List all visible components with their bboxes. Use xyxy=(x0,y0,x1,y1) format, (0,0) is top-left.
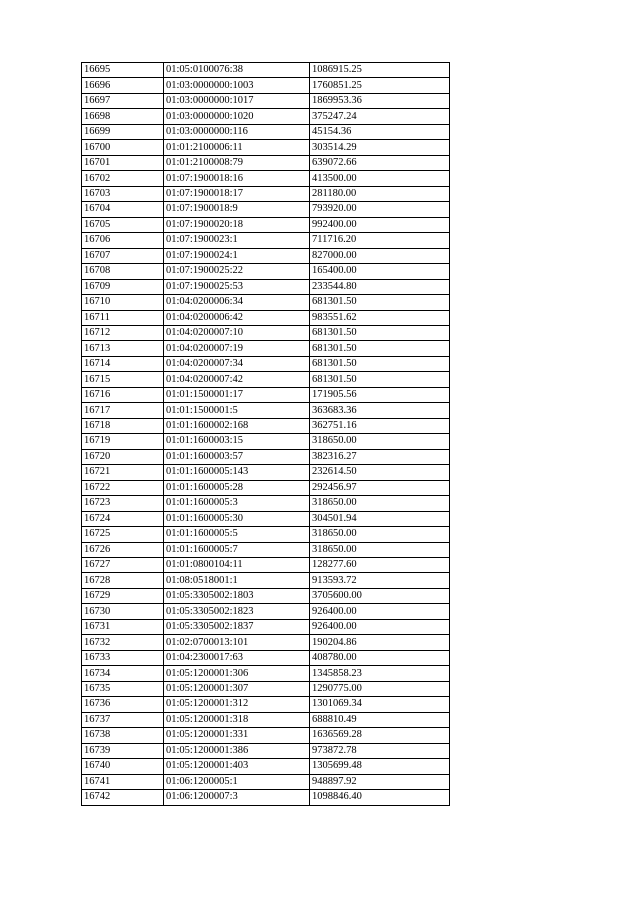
row-number-cell: 16705 xyxy=(82,217,164,232)
cadastral-number-cell: 01:01:1500001:17 xyxy=(164,387,310,402)
cadastral-number-cell: 01:06:1200005:1 xyxy=(164,774,310,789)
table-row xyxy=(82,356,450,371)
cadastral-number-cell: 01:01:2100006:11 xyxy=(164,140,310,155)
cadastral-number-cell: 01:05:0100076:38 xyxy=(164,63,310,78)
table-row xyxy=(82,434,450,449)
row-number-cell: 16711 xyxy=(82,310,164,325)
row-number-cell: 16696 xyxy=(82,78,164,93)
row-number-cell: 16701 xyxy=(82,155,164,170)
table-row xyxy=(82,790,450,805)
table-row xyxy=(82,325,450,340)
row-number-cell: 16700 xyxy=(82,140,164,155)
table-row xyxy=(82,681,450,696)
row-number-cell: 16706 xyxy=(82,233,164,248)
cadastral-number-cell: 01:01:1500001:5 xyxy=(164,403,310,418)
table-row xyxy=(82,759,450,774)
cadastral-number-cell: 01:01:1600005:143 xyxy=(164,465,310,480)
row-number-cell: 16732 xyxy=(82,635,164,650)
row-number-cell: 16709 xyxy=(82,279,164,294)
value-cell: 382316.27 xyxy=(310,449,450,464)
table-row xyxy=(82,743,450,758)
table-row xyxy=(82,186,450,201)
cadastral-number-cell: 01:05:1200001:386 xyxy=(164,743,310,758)
cadastral-number-cell: 01:07:1900024:1 xyxy=(164,248,310,263)
value-cell: 681301.50 xyxy=(310,295,450,310)
cadastral-number-cell: 01:01:1600005:28 xyxy=(164,480,310,495)
cadastral-number-cell: 01:02:0700013:101 xyxy=(164,635,310,650)
table-row xyxy=(82,666,450,681)
cadastral-number-cell: 01:01:1600005:5 xyxy=(164,527,310,542)
table-row xyxy=(82,372,450,387)
table-row xyxy=(82,496,450,511)
cadastral-number-cell: 01:07:1900018:17 xyxy=(164,186,310,201)
value-cell: 171905.56 xyxy=(310,387,450,402)
data-table xyxy=(81,62,450,806)
cadastral-number-cell: 01:01:0800104:11 xyxy=(164,558,310,573)
row-number-cell: 16704 xyxy=(82,202,164,217)
row-number-cell: 16737 xyxy=(82,712,164,727)
cadastral-number-cell: 01:07:1900020:18 xyxy=(164,217,310,232)
value-cell: 190204.86 xyxy=(310,635,450,650)
table-row xyxy=(82,140,450,155)
value-cell: 281180.00 xyxy=(310,186,450,201)
table-row xyxy=(82,619,450,634)
row-number-cell: 16741 xyxy=(82,774,164,789)
row-number-cell: 16721 xyxy=(82,465,164,480)
table-row xyxy=(82,558,450,573)
row-number-cell: 16727 xyxy=(82,558,164,573)
cadastral-number-cell: 01:03:0000000:1003 xyxy=(164,78,310,93)
value-cell: 639072.66 xyxy=(310,155,450,170)
value-cell: 926400.00 xyxy=(310,604,450,619)
table-row xyxy=(82,480,450,495)
cadastral-number-cell: 01:05:3305002:1803 xyxy=(164,588,310,603)
table-row xyxy=(82,387,450,402)
row-number-cell: 16716 xyxy=(82,387,164,402)
cadastral-number-cell: 01:04:0200007:19 xyxy=(164,341,310,356)
table-row xyxy=(82,78,450,93)
value-cell: 973872.78 xyxy=(310,743,450,758)
row-number-cell: 16725 xyxy=(82,527,164,542)
value-cell: 827000.00 xyxy=(310,248,450,263)
cadastral-number-cell: 01:01:1600002:168 xyxy=(164,418,310,433)
cadastral-number-cell: 01:05:1200001:318 xyxy=(164,712,310,727)
value-cell: 948897.92 xyxy=(310,774,450,789)
cadastral-number-cell: 01:07:1900023:1 xyxy=(164,233,310,248)
row-number-cell: 16720 xyxy=(82,449,164,464)
table-row xyxy=(82,202,450,217)
cadastral-number-cell: 01:05:1200001:307 xyxy=(164,681,310,696)
row-number-cell: 16697 xyxy=(82,93,164,108)
value-cell: 1760851.25 xyxy=(310,78,450,93)
row-number-cell: 16713 xyxy=(82,341,164,356)
row-number-cell: 16708 xyxy=(82,264,164,279)
row-number-cell: 16723 xyxy=(82,496,164,511)
cadastral-number-cell: 01:05:3305002:1823 xyxy=(164,604,310,619)
cadastral-number-cell: 01:04:0200007:10 xyxy=(164,325,310,340)
table-row xyxy=(82,279,450,294)
row-number-cell: 16735 xyxy=(82,681,164,696)
value-cell: 1301069.34 xyxy=(310,697,450,712)
value-cell: 413500.00 xyxy=(310,171,450,186)
value-cell: 363683.36 xyxy=(310,403,450,418)
cadastral-number-cell: 01:01:1600003:15 xyxy=(164,434,310,449)
table-row xyxy=(82,712,450,727)
value-cell: 128277.60 xyxy=(310,558,450,573)
row-number-cell: 16738 xyxy=(82,728,164,743)
row-number-cell: 16719 xyxy=(82,434,164,449)
row-number-cell: 16703 xyxy=(82,186,164,201)
table-row xyxy=(82,109,450,124)
table-row xyxy=(82,449,450,464)
cadastral-number-cell: 01:03:0000000:1020 xyxy=(164,109,310,124)
value-cell: 318650.00 xyxy=(310,496,450,511)
value-cell: 711716.20 xyxy=(310,233,450,248)
value-cell: 983551.62 xyxy=(310,310,450,325)
row-number-cell: 16707 xyxy=(82,248,164,263)
value-cell: 926400.00 xyxy=(310,619,450,634)
cadastral-number-cell: 01:03:0000000:1017 xyxy=(164,93,310,108)
value-cell: 681301.50 xyxy=(310,341,450,356)
row-number-cell: 16698 xyxy=(82,109,164,124)
cadastral-number-cell: 01:05:1200001:312 xyxy=(164,697,310,712)
table-row xyxy=(82,63,450,78)
cadastral-number-cell: 01:04:2300017:63 xyxy=(164,650,310,665)
table-row xyxy=(82,310,450,325)
value-cell: 992400.00 xyxy=(310,217,450,232)
cadastral-number-cell: 01:04:0200007:42 xyxy=(164,372,310,387)
row-number-cell: 16715 xyxy=(82,372,164,387)
cadastral-number-cell: 01:01:2100008:79 xyxy=(164,155,310,170)
row-number-cell: 16710 xyxy=(82,295,164,310)
value-cell: 1345858.23 xyxy=(310,666,450,681)
row-number-cell: 16699 xyxy=(82,124,164,139)
row-number-cell: 16734 xyxy=(82,666,164,681)
cadastral-number-cell: 01:04:0200007:34 xyxy=(164,356,310,371)
row-number-cell: 16742 xyxy=(82,790,164,805)
row-number-cell: 16731 xyxy=(82,619,164,634)
cadastral-number-cell: 01:05:1200001:306 xyxy=(164,666,310,681)
cadastral-number-cell: 01:07:1900018:9 xyxy=(164,202,310,217)
value-cell: 292456.97 xyxy=(310,480,450,495)
row-number-cell: 16717 xyxy=(82,403,164,418)
table-row xyxy=(82,604,450,619)
value-cell: 303514.29 xyxy=(310,140,450,155)
cadastral-number-cell: 01:05:1200001:403 xyxy=(164,759,310,774)
value-cell: 3705600.00 xyxy=(310,588,450,603)
table-row xyxy=(82,588,450,603)
row-number-cell: 16695 xyxy=(82,63,164,78)
table-row xyxy=(82,774,450,789)
row-number-cell: 16733 xyxy=(82,650,164,665)
row-number-cell: 16702 xyxy=(82,171,164,186)
value-cell: 362751.16 xyxy=(310,418,450,433)
value-cell: 1636569.28 xyxy=(310,728,450,743)
table-row xyxy=(82,233,450,248)
table-row xyxy=(82,248,450,263)
cadastral-number-cell: 01:06:1200007:3 xyxy=(164,790,310,805)
row-number-cell: 16714 xyxy=(82,356,164,371)
cadastral-number-cell: 01:01:1600003:57 xyxy=(164,449,310,464)
value-cell: 681301.50 xyxy=(310,372,450,387)
cadastral-number-cell: 01:04:0200006:42 xyxy=(164,310,310,325)
value-cell: 232614.50 xyxy=(310,465,450,480)
cadastral-number-cell: 01:01:1600005:7 xyxy=(164,542,310,557)
value-cell: 681301.50 xyxy=(310,325,450,340)
cadastral-number-cell: 01:07:1900018:16 xyxy=(164,171,310,186)
row-number-cell: 16739 xyxy=(82,743,164,758)
table-row xyxy=(82,527,450,542)
row-number-cell: 16724 xyxy=(82,511,164,526)
cadastral-number-cell: 01:04:0200006:34 xyxy=(164,295,310,310)
row-number-cell: 16740 xyxy=(82,759,164,774)
table-row xyxy=(82,418,450,433)
value-cell: 318650.00 xyxy=(310,542,450,557)
value-cell: 165400.00 xyxy=(310,264,450,279)
row-number-cell: 16712 xyxy=(82,325,164,340)
cadastral-number-cell: 01:07:1900025:22 xyxy=(164,264,310,279)
value-cell: 913593.72 xyxy=(310,573,450,588)
table-row xyxy=(82,264,450,279)
table-row xyxy=(82,573,450,588)
value-cell: 408780.00 xyxy=(310,650,450,665)
value-cell: 1869953.36 xyxy=(310,93,450,108)
table-body xyxy=(82,63,450,806)
table-row xyxy=(82,124,450,139)
cadastral-number-cell: 01:07:1900025:53 xyxy=(164,279,310,294)
table-row xyxy=(82,511,450,526)
value-cell: 1305699.48 xyxy=(310,759,450,774)
cadastral-number-cell: 01:08:0518001:1 xyxy=(164,573,310,588)
cadastral-number-cell: 01:01:1600005:3 xyxy=(164,496,310,511)
value-cell: 1086915.25 xyxy=(310,63,450,78)
table-row xyxy=(82,403,450,418)
value-cell: 304501.94 xyxy=(310,511,450,526)
table-row xyxy=(82,171,450,186)
value-cell: 688810.49 xyxy=(310,712,450,727)
value-cell: 318650.00 xyxy=(310,527,450,542)
value-cell: 1290775.00 xyxy=(310,681,450,696)
cadastral-number-cell: 01:05:3305002:1837 xyxy=(164,619,310,634)
value-cell: 318650.00 xyxy=(310,434,450,449)
row-number-cell: 16722 xyxy=(82,480,164,495)
cadastral-number-cell: 01:05:1200001:331 xyxy=(164,728,310,743)
row-number-cell: 16730 xyxy=(82,604,164,619)
table-row xyxy=(82,635,450,650)
row-number-cell: 16718 xyxy=(82,418,164,433)
table-row xyxy=(82,341,450,356)
value-cell: 233544.80 xyxy=(310,279,450,294)
value-cell: 681301.50 xyxy=(310,356,450,371)
table-row xyxy=(82,93,450,108)
row-number-cell: 16729 xyxy=(82,588,164,603)
row-number-cell: 16728 xyxy=(82,573,164,588)
table-row xyxy=(82,295,450,310)
table-row xyxy=(82,465,450,480)
row-number-cell: 16736 xyxy=(82,697,164,712)
row-number-cell: 16726 xyxy=(82,542,164,557)
table-row xyxy=(82,542,450,557)
table-row xyxy=(82,697,450,712)
value-cell: 793920.00 xyxy=(310,202,450,217)
value-cell: 375247.24 xyxy=(310,109,450,124)
value-cell: 1098846.40 xyxy=(310,790,450,805)
cadastral-number-cell: 01:03:0000000:116 xyxy=(164,124,310,139)
table-row xyxy=(82,728,450,743)
cadastral-number-cell: 01:01:1600005:30 xyxy=(164,511,310,526)
table-row xyxy=(82,650,450,665)
value-cell: 45154.36 xyxy=(310,124,450,139)
table-row xyxy=(82,217,450,232)
table-row xyxy=(82,155,450,170)
